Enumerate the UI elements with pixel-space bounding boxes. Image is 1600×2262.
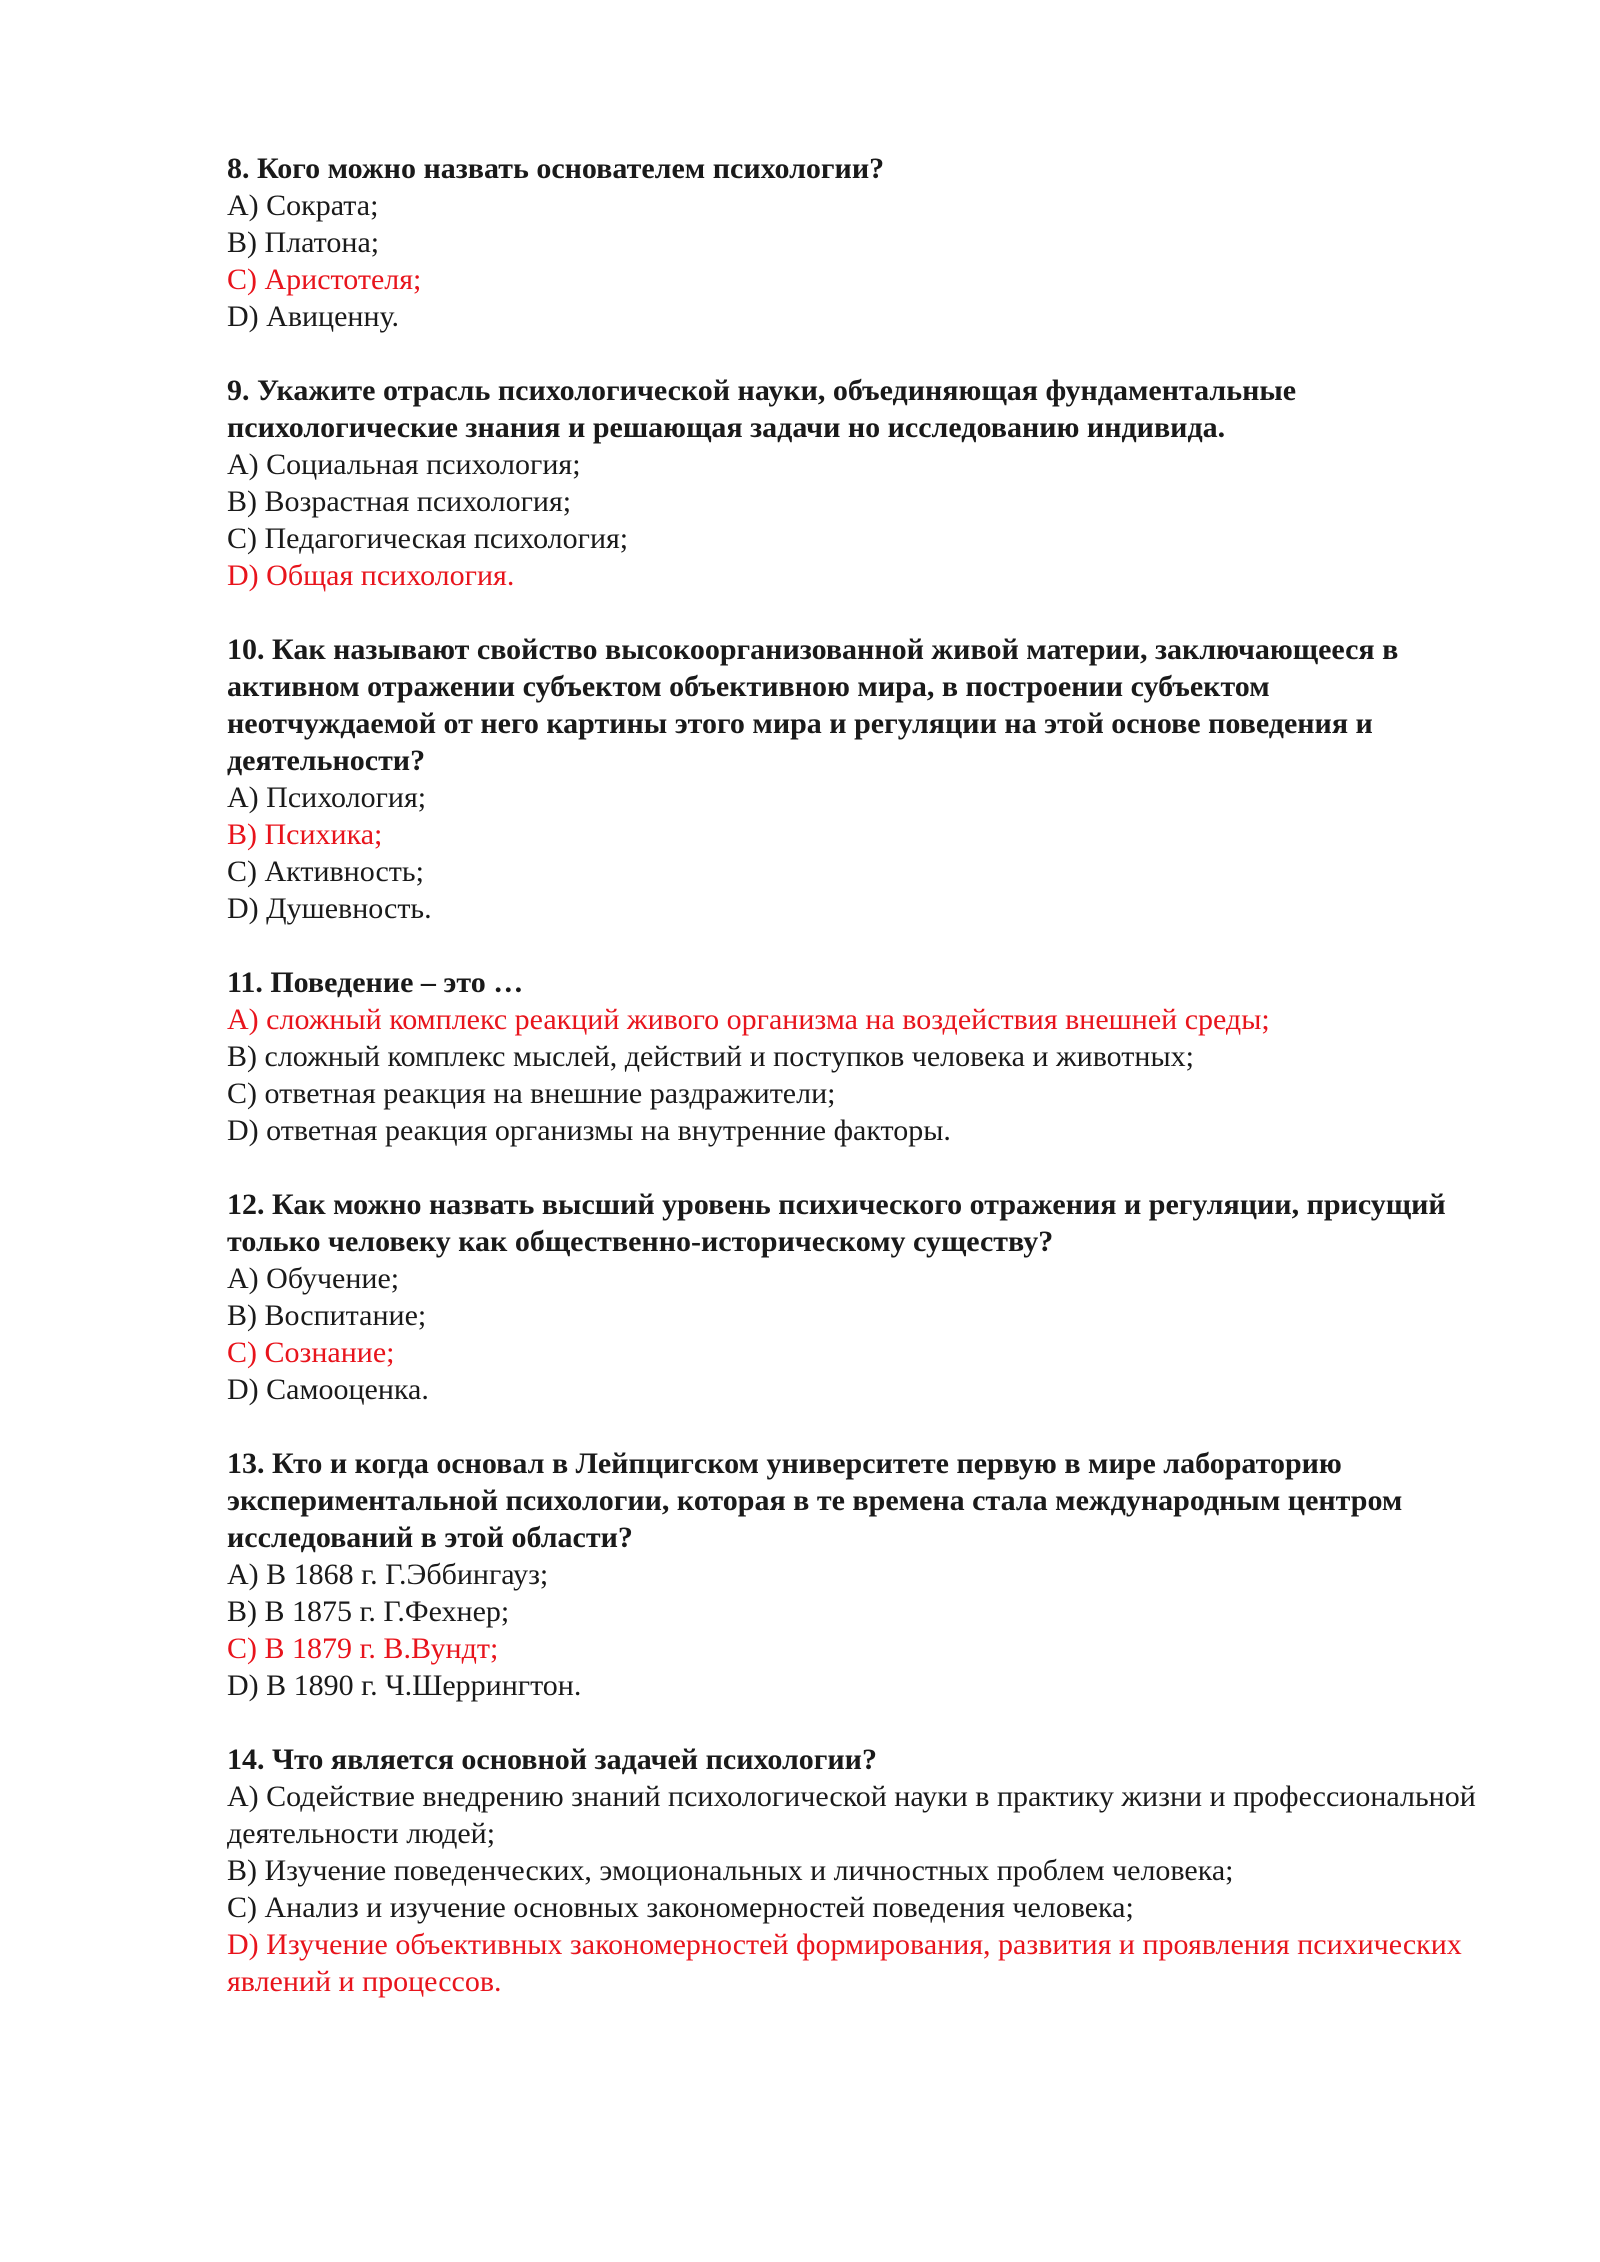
question-text: 8. Кого можно назвать основателем психологии? <box>227 152 885 185</box>
answer-d: D) ответная реакция организмы на внутренние факторы. <box>227 1114 951 1147</box>
answer-c-correct: C) Аристотеля; <box>227 263 422 296</box>
answer-b: B) Платона; <box>227 226 380 259</box>
answer-a-correct: A) сложный комплекс реакций живого организма на воздействия внешней среды; <box>227 1003 1270 1036</box>
question-text: 10. Как называют свойство высокоорганизованной живой материи, заключающееся в активном отражении субъектом объективною мира, в построении субъектом неотчуждаемой от него картины этого мира и регуляции на этой основе поведения и деятельности? <box>227 633 1399 777</box>
document-page <box>227 150 1477 2037</box>
question-8 <box>227 150 1477 335</box>
question-text: 9. Укажите отрасль психологической науки, объединяющая фундаментальные психологические знания и решающая задачи но исследованию индивида. <box>227 374 1297 444</box>
answer-d-correct: D) Изучение объективных закономерностей формирования, развития и проявления психических явлений и процессов. <box>227 1928 1462 1998</box>
answer-a: A) Сократа; <box>227 189 379 222</box>
answer-c-correct: C) В 1879 г. В.Вундт; <box>227 1632 499 1665</box>
question-14 <box>227 1741 1477 2000</box>
answer-c: C) Активность; <box>227 855 424 888</box>
question-text: 12. Как можно назвать высший уровень психического отражения и регуляции, присущий только человеку как общественно-историческому существу? <box>227 1188 1446 1258</box>
answer-b-correct: B) Психика; <box>227 818 383 851</box>
answer-c: C) ответная реакция на внешние раздражители; <box>227 1077 836 1110</box>
answer-d: D) В 1890 г. Ч.Шеррингтон. <box>227 1669 582 1702</box>
answer-d: D) Авиценну. <box>227 300 400 333</box>
answer-a: A) Психология; <box>227 781 427 814</box>
question-13 <box>227 1445 1477 1704</box>
question-text: 14. Что является основной задачей психологии? <box>227 1743 877 1776</box>
question-10 <box>227 631 1477 927</box>
answer-d: D) Самооценка. <box>227 1373 429 1406</box>
answer-b: B) Воспитание; <box>227 1299 427 1332</box>
question-12 <box>227 1186 1477 1408</box>
answer-c: C) Анализ и изучение основных закономерностей поведения человека; <box>227 1891 1134 1924</box>
answer-c-correct: C) Сознание; <box>227 1336 395 1369</box>
answer-a: A) В 1868 г. Г.Эббингауз; <box>227 1558 549 1591</box>
question-11 <box>227 964 1477 1149</box>
answer-a: A) Обучение; <box>227 1262 400 1295</box>
answer-d: D) Душевность. <box>227 892 432 925</box>
answer-d-correct: D) Общая психология. <box>227 559 515 592</box>
question-text: 11. Поведение – это … <box>227 966 524 999</box>
answer-a: A) Содействие внедрению знаний психологической науки в практику жизни и профессиональной деятельности людей; <box>227 1780 1476 1850</box>
answer-b: B) Изучение поведенческих, эмоциональных и личностных проблем человека; <box>227 1854 1234 1887</box>
answer-a: A) Социальная психология; <box>227 448 581 481</box>
answer-b: B) сложный комплекс мыслей, действий и поступков человека и животных; <box>227 1040 1194 1073</box>
answer-b: B) Возрастная психология; <box>227 485 572 518</box>
answer-b: B) В 1875 г. Г.Фехнер; <box>227 1595 510 1628</box>
question-text: 13. Кто и когда основал в Лейпцигском университете первую в мире лабораторию экспериментальной психологии, которая в те времена стала международным центром исследований в этой области? <box>227 1447 1403 1554</box>
answer-c: C) Педагогическая психология; <box>227 522 629 555</box>
question-9 <box>227 372 1477 594</box>
